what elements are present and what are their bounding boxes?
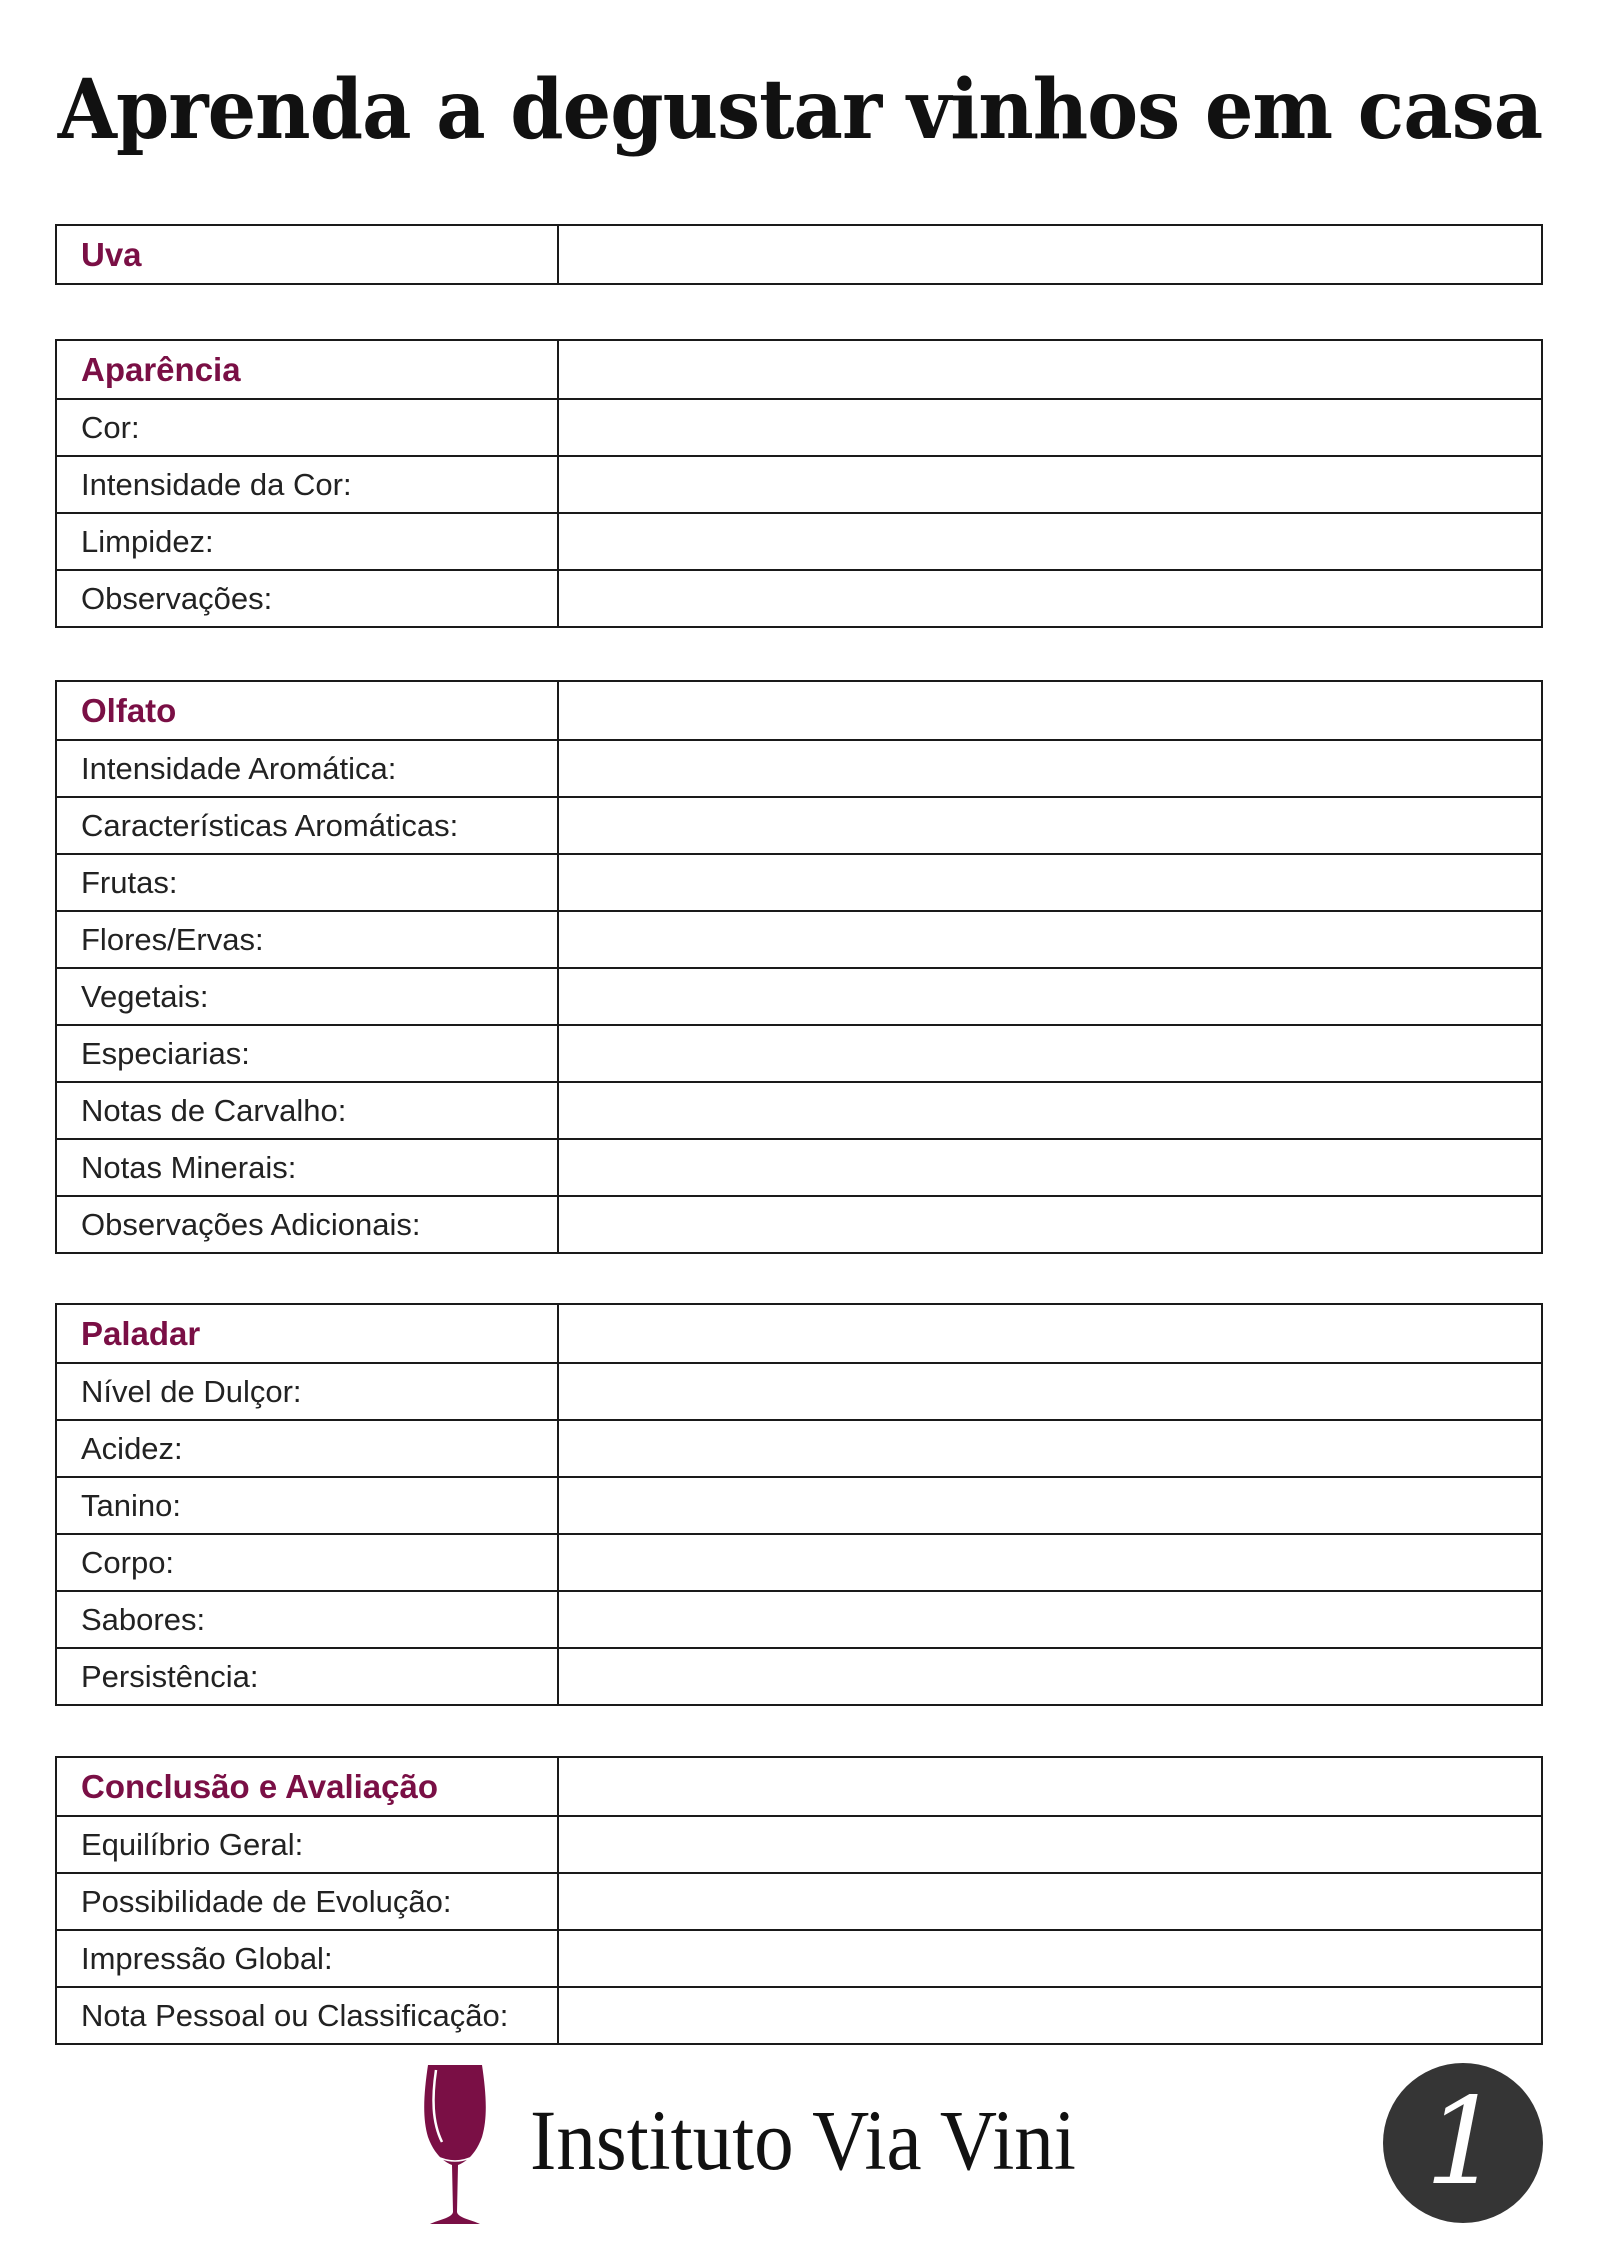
- field-label: Características Aromáticas:: [57, 798, 559, 853]
- section-table: [55, 224, 1543, 285]
- field-label: Especiarias:: [57, 1026, 559, 1081]
- section-header-row: [57, 1305, 1541, 1362]
- field-label: Equilíbrio Geral:: [57, 1817, 559, 1872]
- table-row: [57, 1362, 1541, 1419]
- section-header-row: [57, 1758, 1541, 1815]
- field-value-cell[interactable]: [559, 1026, 1541, 1081]
- field-value-cell[interactable]: [559, 1305, 1541, 1362]
- page-number-badge: [1383, 2063, 1543, 2223]
- field-label: Intensidade da Cor:: [57, 457, 559, 512]
- field-label: Observações:: [57, 571, 559, 626]
- field-label: Possibilidade de Evolução:: [57, 1874, 559, 1929]
- table-row: [57, 1024, 1541, 1081]
- field-label: Vegetais:: [57, 969, 559, 1024]
- table-row: [57, 455, 1541, 512]
- section-header: Aparência: [57, 341, 559, 398]
- field-value-cell[interactable]: [559, 1988, 1541, 2043]
- field-label: Cor:: [57, 400, 559, 455]
- table-row: [57, 1195, 1541, 1252]
- field-value-cell[interactable]: [559, 1592, 1541, 1647]
- section-header-row: [57, 682, 1541, 739]
- table-row: [57, 1476, 1541, 1533]
- table-row: [57, 1872, 1541, 1929]
- field-value-cell[interactable]: [559, 1931, 1541, 1986]
- table-row: [57, 1533, 1541, 1590]
- table-row: [57, 910, 1541, 967]
- field-value-cell[interactable]: [559, 1478, 1541, 1533]
- table-row: [57, 1815, 1541, 1872]
- section-table: [55, 680, 1543, 1254]
- table-row: [57, 1590, 1541, 1647]
- page-title: Aprenda a degustar vinhos em casa: [57, 62, 1543, 158]
- section-header: Conclusão e Avaliação: [57, 1758, 559, 1815]
- field-value-cell[interactable]: [559, 457, 1541, 512]
- field-label: Nível de Dulçor:: [57, 1364, 559, 1419]
- table-row: [57, 739, 1541, 796]
- field-value-cell[interactable]: [559, 912, 1541, 967]
- field-value-cell[interactable]: [559, 741, 1541, 796]
- field-value-cell[interactable]: [559, 1197, 1541, 1252]
- field-label: Sabores:: [57, 1592, 559, 1647]
- table-row: [57, 398, 1541, 455]
- field-value-cell[interactable]: [559, 1364, 1541, 1419]
- field-value-cell[interactable]: [559, 1140, 1541, 1195]
- field-value-cell[interactable]: [559, 798, 1541, 853]
- field-label: Tanino:: [57, 1478, 559, 1533]
- table-row: [57, 569, 1541, 626]
- table-row: [57, 1081, 1541, 1138]
- section-table: [55, 1756, 1543, 2045]
- field-value-cell[interactable]: [559, 400, 1541, 455]
- field-value-cell[interactable]: [559, 1817, 1541, 1872]
- table-row: [57, 967, 1541, 1024]
- section-table: [55, 339, 1543, 628]
- field-value-cell[interactable]: [559, 341, 1541, 398]
- table-row: [57, 1647, 1541, 1704]
- field-label: Intensidade Aromática:: [57, 741, 559, 796]
- field-value-cell[interactable]: [559, 969, 1541, 1024]
- brand-name: Instituto Via Vini: [530, 2092, 1076, 2188]
- section-header: Paladar: [57, 1305, 559, 1362]
- field-value-cell[interactable]: [559, 855, 1541, 910]
- field-label: Limpidez:: [57, 514, 559, 569]
- table-row: [57, 1419, 1541, 1476]
- field-value-cell[interactable]: [559, 1421, 1541, 1476]
- field-label: Corpo:: [57, 1535, 559, 1590]
- table-row: [57, 796, 1541, 853]
- field-value-cell[interactable]: [559, 226, 1541, 283]
- field-label: Nota Pessoal ou Classificação:: [57, 1988, 559, 2043]
- table-row: [57, 1986, 1541, 2043]
- field-value-cell[interactable]: [559, 1083, 1541, 1138]
- field-label: Persistência:: [57, 1649, 559, 1704]
- field-value-cell[interactable]: [559, 514, 1541, 569]
- table-row: [57, 1929, 1541, 1986]
- field-label: Frutas:: [57, 855, 559, 910]
- field-label: Observações Adicionais:: [57, 1197, 559, 1252]
- field-value-cell[interactable]: [559, 1874, 1541, 1929]
- field-label: Notas Minerais:: [57, 1140, 559, 1195]
- field-value-cell[interactable]: [559, 682, 1541, 739]
- section-header-row: [57, 341, 1541, 398]
- field-label: Notas de Carvalho:: [57, 1083, 559, 1138]
- section-header: Uva: [57, 226, 559, 283]
- table-row: [57, 512, 1541, 569]
- field-label: Flores/Ervas:: [57, 912, 559, 967]
- wine-glass-icon: [420, 2062, 490, 2232]
- table-row: [57, 1138, 1541, 1195]
- table-row: [57, 853, 1541, 910]
- section-header-row: [57, 226, 1541, 283]
- section-table: [55, 1303, 1543, 1706]
- section-header: Olfato: [57, 682, 559, 739]
- field-value-cell[interactable]: [559, 1649, 1541, 1704]
- field-value-cell[interactable]: [559, 1535, 1541, 1590]
- field-value-cell[interactable]: [559, 571, 1541, 626]
- field-label: Impressão Global:: [57, 1931, 559, 1986]
- field-value-cell[interactable]: [559, 1758, 1541, 1815]
- field-label: Acidez:: [57, 1421, 559, 1476]
- page-number: 1: [1424, 2073, 1502, 2212]
